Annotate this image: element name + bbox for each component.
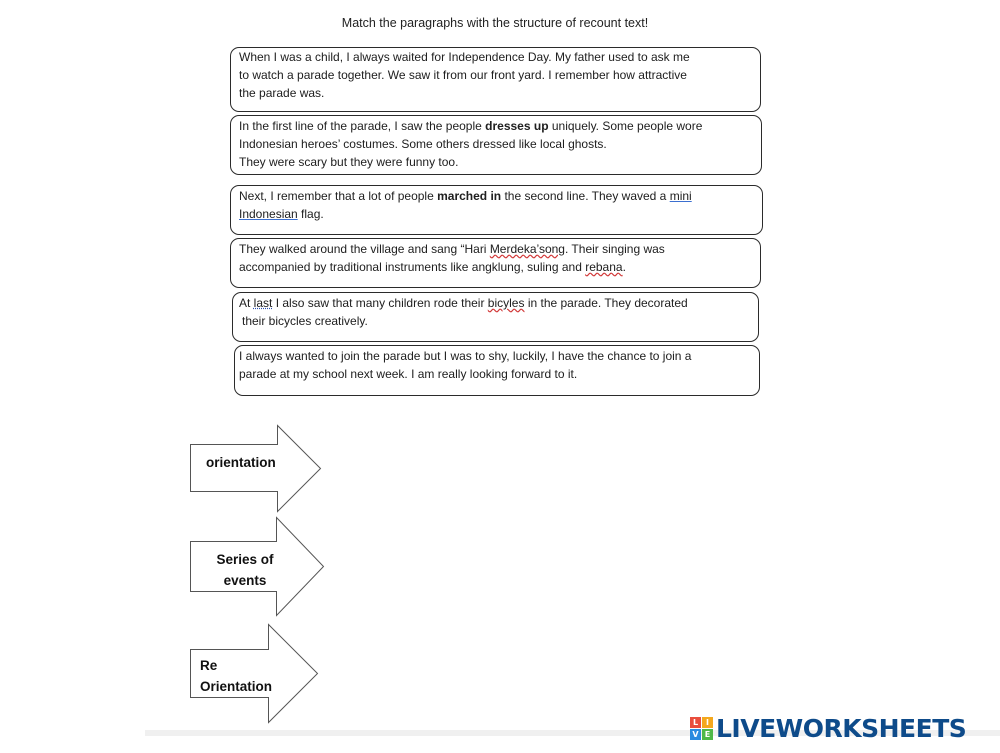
paragraph-card-5[interactable]: [232, 292, 759, 342]
logo-tile: V: [690, 729, 701, 740]
paragraph-card-3[interactable]: [230, 185, 763, 235]
spelling-flag-text: bicyles: [487, 296, 525, 310]
orientation-drop-target[interactable]: [190, 425, 322, 515]
emphasis-text: marched in: [437, 189, 502, 203]
orientation-label: orientation: [206, 455, 276, 470]
emphasis-text: dresses up: [485, 119, 549, 133]
logo-tile: I: [702, 717, 713, 728]
re-orientation-label: Re Orientation: [200, 658, 273, 694]
liveworksheets-logo[interactable]: [690, 713, 966, 743]
logo-text: LIVEWORKSHEETS: [716, 713, 967, 743]
paragraph-line: Next, I remember that a lot of people marched in the second line. They waved a mini: [239, 189, 692, 203]
spelling-flag-text: Merdeka’song: [489, 242, 565, 256]
grammar-flag-text: last: [253, 296, 273, 310]
paragraph-card-6[interactable]: [234, 345, 760, 396]
paragraph-line: to watch a parade together. We saw it from our front yard. I remember how attractive: [239, 68, 687, 82]
series-of-events-drop-target[interactable]: [190, 517, 322, 617]
paragraph-card-2[interactable]: [230, 115, 762, 175]
logo-icon: [690, 717, 713, 740]
worksheet-title: Match the paragraphs with the structure of recount text!: [341, 16, 649, 30]
logo-tile: L: [690, 717, 701, 728]
paragraph-line: Indonesian heroes’ costumes. Some others dressed like local ghosts.: [239, 137, 607, 151]
paragraph-line: When I was a child, I always waited for Independence Day. My father used to ask me: [239, 50, 690, 64]
paragraph-line: In the first line of the parade, I saw the people dresses up uniquely. Some people wore: [239, 119, 703, 133]
spelling-flag-text: rebana: [585, 260, 623, 274]
paragraph-line: They walked around the village and sang “Hari Merdeka’song. Their singing was: [239, 242, 665, 256]
series-of-events-label: Series of events: [216, 552, 274, 588]
paragraph-line: the parade was.: [239, 86, 325, 100]
grammar-flag-text: Indonesian: [239, 207, 298, 221]
paragraph-line: accompanied by traditional instruments like angklung, suling and rebana.: [239, 260, 626, 274]
paragraph-line: They were scary but they were funny too.: [239, 155, 459, 169]
paragraph-line: I always wanted to join the parade but I was to shy, luckily, I have the chance to join a: [239, 349, 692, 363]
paragraph-card-4[interactable]: [230, 238, 761, 288]
grammar-flag-text: mini: [669, 189, 692, 203]
paragraph-line: At last I also saw that many children rode their bicyles in the parade. They decorated: [239, 296, 688, 310]
paragraph-line: Indonesian flag.: [239, 207, 324, 221]
re-orientation-drop-target[interactable]: [190, 624, 322, 724]
paragraph-line: parade at my school next week. I am really looking forward to it.: [239, 367, 578, 381]
paragraph-line: their bicycles creatively.: [242, 314, 368, 328]
paragraph-card-1[interactable]: [230, 47, 761, 112]
logo-tile: E: [702, 729, 713, 740]
